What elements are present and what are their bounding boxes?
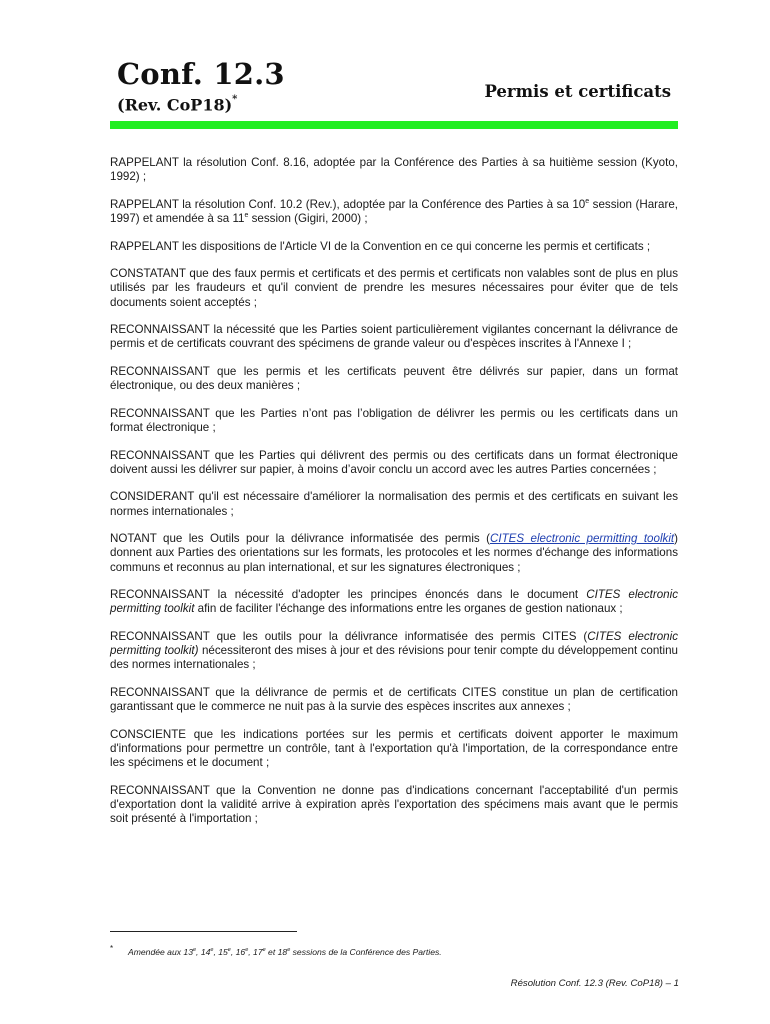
text-run: et 18 — [265, 946, 288, 957]
text-run: RECONNAISSANT que les outils pour la délivrance informatisée des permis CITES ( — [110, 629, 588, 643]
text-run: NOTANT que les Outils pour la délivrance informatisée des permis ( — [110, 532, 490, 546]
preamble-paragraph — [110, 490, 678, 518]
text-run: RAPPELANT les dispositions de l'Article VI de la Convention en ce qui concerne les permis et certificats ; — [110, 239, 651, 253]
preamble-paragraph — [110, 630, 678, 673]
preamble-paragraph — [110, 240, 678, 254]
text-run: RECONNAISSANT que les Parties n’ont pas l’obligation de délivrer les permis ou les certificats dans un format électronique ; — [110, 406, 678, 434]
preamble-paragraph — [110, 588, 678, 616]
text-run: session (Harare, 1997) et amendée à sa 11 — [110, 197, 678, 225]
text-run: RAPPELANT la résolution Conf. 10.2 (Rev.), adoptée par la Conférence des Parties à sa 10 — [110, 197, 586, 211]
footnote-separator — [110, 931, 297, 932]
superscript: e — [227, 947, 231, 953]
text-run: CONSTATANT que des faux permis et certificats et des permis et certificats non valables sont de plus en plus utilisés par les fraudeurs et qu'il convient de prendre les mesures nécessaires pour éviter que de tels documents soient acceptés ; — [110, 267, 678, 309]
resolution-number: Conf. 12.3 — [117, 57, 285, 91]
superscript: e — [245, 947, 249, 953]
preamble-paragraph — [110, 267, 678, 310]
preamble-paragraph — [110, 532, 678, 575]
text-run: RECONNAISSANT la nécessité d'adopter les principes énoncés dans le document — [110, 588, 587, 602]
text-run: , 17 — [248, 946, 263, 957]
superscript: e — [244, 212, 249, 220]
preamble-paragraph — [110, 156, 678, 184]
text-run: RECONNAISSANT la nécessité que les Parties soient particulièrement vigilantes concernant la délivrance de permis et de certificats couvrant des spécimens de grande valeur ou d'espèces inscrites à l'Annexe I ; — [110, 323, 678, 351]
text-run: , 15 — [213, 946, 228, 957]
preamble-paragraph — [110, 407, 678, 435]
footnote-text — [128, 945, 442, 958]
toolkit-link[interactable]: CITES electronic permitting toolkit — [489, 532, 675, 546]
superscript: e — [210, 947, 214, 953]
text-run: , 14 — [196, 946, 211, 957]
superscript: e — [585, 197, 590, 205]
text-run: ) donnent aux Parties des orientations sur les formats, les protocoles et les normes d'échange des informations communs et reconnus au plan international, et sur les signatures électroniques ; — [110, 532, 678, 574]
preamble-paragraph — [110, 686, 678, 714]
header-rule — [110, 121, 678, 129]
preamble-paragraph — [110, 784, 678, 827]
text-run: RECONNAISSANT que les permis et les certificats peuvent être délivrés sur papier, dans un format électronique, ou des deux manières ; — [110, 364, 678, 393]
resolution-body — [110, 156, 678, 840]
preamble-paragraph — [110, 198, 678, 226]
resolution-revision — [117, 92, 237, 115]
footnote-marker: * — [110, 944, 114, 953]
superscript: e — [192, 947, 197, 953]
preamble-paragraph — [110, 365, 678, 393]
text-run: RECONNAISSANT que les Parties qui délivrent des permis ou des certificats dans un format électronique doivent aussi les délivrer sur papier, à moins d’avoir conclu un accord avec les autres Parties concernées ; — [110, 448, 678, 476]
text-run: nécessiteront des mises à jour et des révisions pour tenir compte du développement continu des normes internationales ; — [110, 644, 679, 672]
text-run: RAPPELANT la résolution Conf. 8.16, adoptée par la Conférence des Parties à sa huitième session (Kyoto, 1992) ; — [110, 156, 678, 184]
text-run: RECONNAISSANT que la Convention ne donne pas d'indications concernant l'acceptabilité d'un permis d'exportation dont la validité arrive à expiration après l'exportation des spécimens mais avant que le permis soit présenté à l'importation ; — [110, 783, 678, 826]
italic-text: CITES electronic permitting toolkit) — [110, 629, 678, 658]
superscript: e — [262, 947, 266, 953]
text-run: session (Gigiri, 2000) ; — [248, 212, 368, 225]
text-run: afin de faciliter l'échange des informations entre les organes de gestion nationaux ; — [194, 602, 623, 616]
italic-text: CITES electronic permitting toolkit — [110, 588, 679, 616]
preamble-paragraph — [110, 728, 678, 771]
page-footer: Résolution Conf. 12.3 (Rev. CoP18) – 1 — [510, 978, 679, 989]
section-title: Permis et certificats — [484, 82, 671, 101]
preamble-paragraph — [110, 323, 678, 351]
preamble-paragraph — [110, 449, 678, 477]
text-run: sessions de la Conférence des Parties. — [290, 946, 442, 957]
text-run: CONSIDERANT qu'il est nécessaire d'améliorer la normalisation des permis et des certificats en suivant les normes internationales ; — [110, 490, 678, 518]
revision-text: (Rev. CoP18) — [117, 95, 233, 115]
text-run: CONSCIENTE que les indications portées sur les permis et certificats doivent apporter le maximum d'informations pour permettre un contrôle, tant à l'exportation qu'à l'importation, de la correspondance entre les spécimens et le document ; — [110, 727, 678, 770]
superscript: e — [287, 947, 291, 953]
text-run: Amendée aux 13 — [128, 946, 193, 957]
text-run: RECONNAISSANT que la délivrance de permis et de certificats CITES constitue un plan de certification garantissant que le commerce ne nuit pas à la survie des espèces inscrites aux annexes ; — [110, 685, 678, 714]
text-run: , 16 — [230, 946, 246, 957]
revision-footnote-marker: * — [232, 94, 238, 105]
